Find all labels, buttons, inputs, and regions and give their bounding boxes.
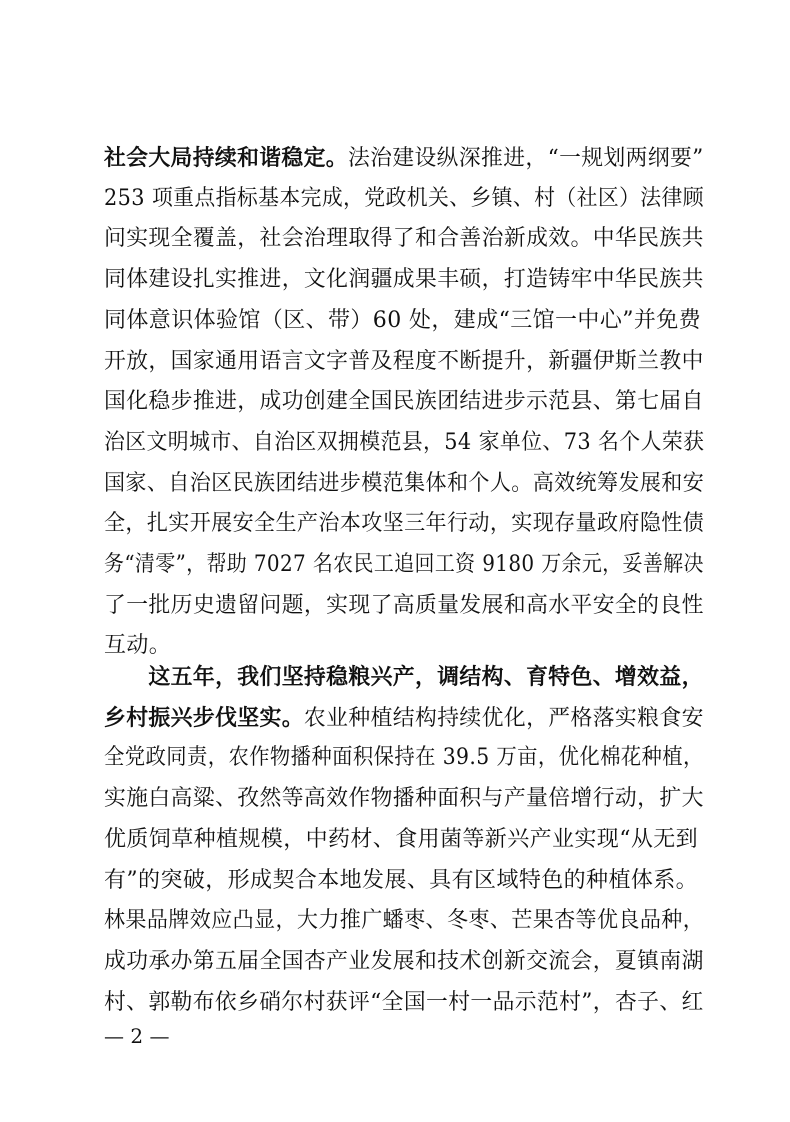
text-segment: 同体意识体验馆（区、带）60 处，建成“三馆一中心”并免费 [104, 307, 702, 333]
text-segment: 问实现全覆盖，社会治理取得了和合善治新成效。中华民族共 [104, 226, 704, 252]
paragraph2-line [104, 779, 704, 819]
paragraph1-line [104, 138, 704, 178]
paragraph1-line [104, 586, 704, 626]
text-segment: 国化稳步推进，成功创建全国民族团结进步示范县、第七届自 [104, 389, 704, 415]
paragraph2-line [104, 657, 704, 697]
text-segment: 了一批历史遗留问题，实现了高质量发展和高水平安全的良性 [104, 592, 704, 618]
text-segment: 实施白高粱、孜然等高效作物播种面积与产量倍增行动，扩大 [104, 786, 704, 812]
paragraph2-line [104, 861, 704, 901]
paragraph1-line [104, 260, 704, 300]
text-segment: 治区文明城市、自治区双拥模范县，54 家单位、73 名个人荣获 [104, 429, 705, 455]
paragraph2-line [104, 942, 704, 982]
page-number: — 2 — [104, 1024, 170, 1048]
text-segment: 互动。 [104, 633, 172, 659]
text-segment: 林果品牌效应凸显，大力推广蟠枣、冬枣、芒果杏等优良品种， [104, 908, 705, 934]
text-segment: 农业种植结构持续优化，严格落实粮食安 [303, 705, 704, 731]
bold-text-segment: 这五年，我们坚持稳粮兴产，调结构、育特色、增效益， [104, 664, 704, 690]
paragraph1-line [104, 219, 704, 259]
paragraph2-line [104, 820, 704, 860]
text-segment: 开放，国家通用语言文字普及程度不断提升，新疆伊斯兰教中 [104, 348, 704, 374]
paragraph2-line [104, 901, 705, 941]
text-segment: 全党政同责，农作物播种面积保持在 39.5 万亩，优化棉花种植， [104, 745, 704, 771]
paragraph1-line [104, 301, 704, 341]
text-segment: 务“清零”，帮助 7027 名农民工追回工资 9180 万余元，妥善解决 [104, 552, 704, 577]
paragraph2-line [104, 698, 704, 738]
paragraph1-line [104, 382, 704, 422]
text-segment: 村、郭勒布依乡硝尔村获评“全国一村一品示范村”，杏子、红 [104, 989, 704, 1015]
paragraph1-line [104, 464, 705, 504]
paragraph2-line [104, 983, 704, 1023]
text-segment: 全，扎实开展安全生产治本攻坚三年行动，实现存量政府隐性债 [104, 511, 705, 537]
text-segment: 253 项重点指标基本完成，党政机关、乡镇、村（社区）法律顾 [104, 185, 705, 211]
text-segment: 有”的突破，形成契合本地发展、具有区域特色的种植体系。 [104, 867, 699, 893]
paragraph1-line [104, 342, 704, 382]
text-segment: 成功承办第五届全国杏产业发展和技术创新交流会，夏镇南湖 [104, 948, 704, 974]
paragraph1-line [104, 545, 704, 585]
text-segment: 同体建设扎实推进，文化润疆成果丰硕，打造铸牢中华民族共 [104, 267, 704, 293]
paragraph2-line [104, 738, 704, 778]
text-segment: 优质饲草种植规模，中药材、食用菌等新兴产业实现“从无到 [104, 826, 699, 852]
bold-text-segment: 乡村振兴步伐坚实。 [104, 704, 304, 731]
text-segment: 国家、自治区民族团结进步模范集体和个人。高效统筹发展和安 [104, 470, 705, 496]
text-segment: 法治建设纵深推进，“一规划两纲要” [347, 146, 704, 171]
bold-text-segment: 社会大局持续和谐稳定。 [104, 145, 348, 171]
paragraph1-line [104, 423, 705, 463]
paragraph1-line [104, 179, 705, 219]
paragraph1-line [104, 504, 705, 544]
